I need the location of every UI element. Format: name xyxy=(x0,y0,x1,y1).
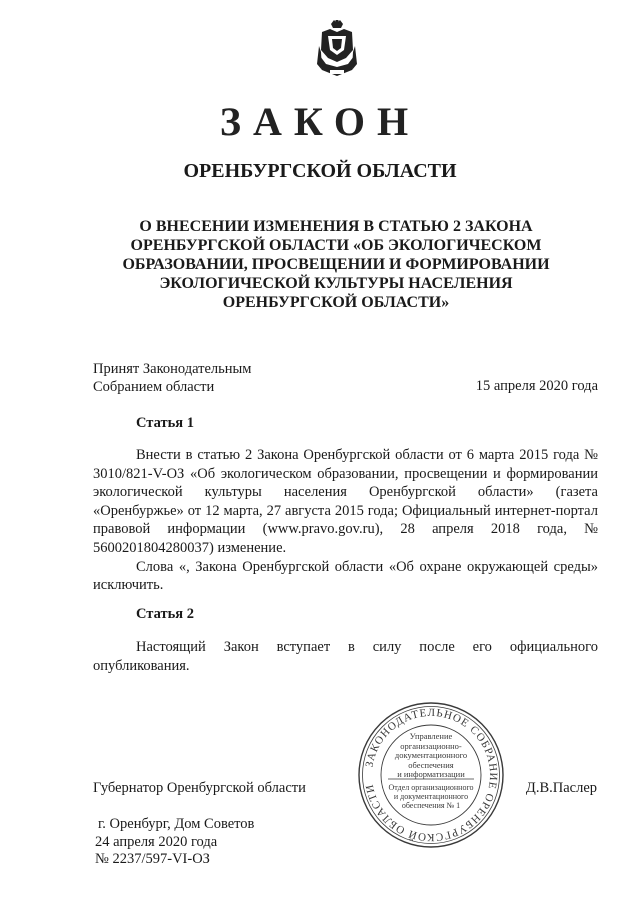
heading-line: ОБРАЗОВАНИИ, ПРОСВЕЩЕНИИ И ФОРМИРОВАНИИ xyxy=(122,256,550,273)
region-title: ОРЕНБУРГСКОЙ ОБЛАСТИ xyxy=(183,160,457,182)
seal-line: и документационного xyxy=(393,792,469,801)
coat-of-arms-icon xyxy=(316,20,358,80)
article-1-paragraph-1: Внести в статью 2 Закона Оренбургской области от 6 марта 2015 года № 3010/821-V-ОЗ «Об экологическом образовании, просвещении и формировании экологической культуры населения Оренбургской области» (газета «Оренбуржье» от 12 марта, 27 августа 2015 года; Официальный интернет-портал правовой информации (www.pravo.gov.ru), 28 апреля 2018 года, № 5600201804280037) изменение. xyxy=(93,447,598,556)
law-heading xyxy=(110,217,562,312)
seal-line: обеспечения xyxy=(408,759,454,770)
signatory-position: Губернатор Оренбургской области xyxy=(93,780,306,796)
heading-line: ЭКОЛОГИЧЕСКОЙ КУЛЬТУРЫ НАСЕЛЕНИЯ xyxy=(159,275,513,292)
article-2-body xyxy=(93,638,598,675)
adoption-date: 15 апреля 2020 года xyxy=(475,378,598,394)
seal-ring-text: ЗАКОНОДАТЕЛЬНОЕ СОБРАНИЕ ОРЕНБУРГСКОЙ ОБЛАСТИ xyxy=(363,706,500,844)
signatory-name: Д.В.Паслер xyxy=(525,780,597,796)
seal-line: обеспечения № 1 xyxy=(401,801,461,810)
seal-line: организационно- xyxy=(400,740,462,751)
article-1-body xyxy=(93,446,598,595)
seal-line: и информатизации xyxy=(397,769,465,779)
document-title: ЗАКОН xyxy=(219,99,421,144)
official-seal xyxy=(356,700,506,850)
article-1-paragraph-2: Слова «, Закона Оренбургской области «Об охране окружающей среды» исключить. xyxy=(93,558,598,594)
seal-line: Управление xyxy=(409,731,453,741)
adopted-line-1: Принят Законодательным xyxy=(93,361,252,377)
heading-line: О ВНЕСЕНИИ ИЗМЕНЕНИЯ В СТАТЬЮ 2 ЗАКОНА xyxy=(139,218,533,235)
article-2-title: Статья 2 xyxy=(136,606,194,622)
heading-line: ОРЕНБУРГСКОЙ ОБЛАСТИ «ОБ ЭКОЛОГИЧЕСКОМ xyxy=(130,237,542,254)
article-1-title: Статья 1 xyxy=(136,415,194,431)
law-number: № 2237/597-VI-ОЗ xyxy=(95,851,210,867)
signing-place: г. Оренбург, Дом Советов xyxy=(98,816,255,832)
seal-department-text xyxy=(356,783,506,810)
seal-line: Отдел организационного xyxy=(388,783,474,792)
adopted-by xyxy=(93,360,251,396)
heading-line: ОРЕНБУРГСКОЙ ОБЛАСТИ» xyxy=(222,294,450,311)
seal-inner-text xyxy=(356,732,506,780)
adopted-line-2: Собранием области xyxy=(93,379,215,395)
seal-line: документационного xyxy=(394,750,468,760)
article-2-paragraph-1: Настоящий Закон вступает в силу после его официального опубликования. xyxy=(93,639,598,674)
signing-date: 24 апреля 2020 года xyxy=(95,834,218,850)
